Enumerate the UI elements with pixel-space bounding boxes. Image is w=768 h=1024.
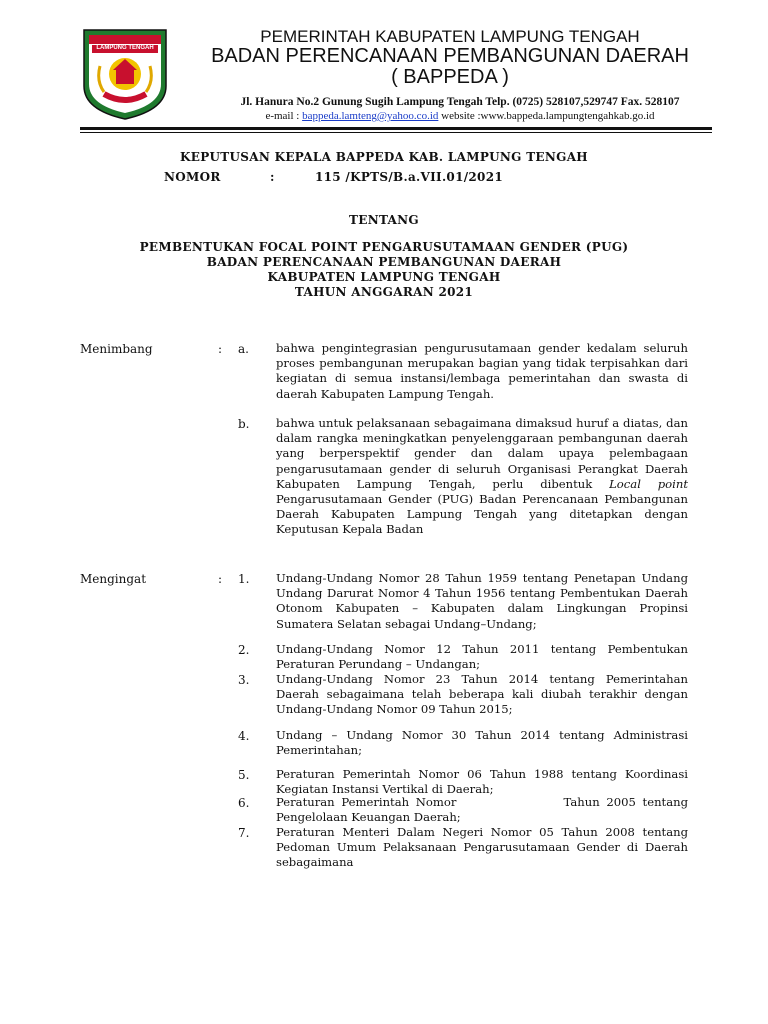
menimbang-separator: : [218,342,223,356]
regency-emblem-logo [80,26,170,122]
letterhead-rule-thin [80,132,712,133]
menimbang-marker-b: b. [238,417,250,431]
mengingat-point-4: Undang – Undang Nomor 30 Tahun 2014 tentang Administrasi Pemerintahan; [276,728,688,758]
mengingat-point-1: Undang-Undang Nomor 28 Tahun 1959 tentang Penetapan Undang Undang Darurat Nomor 4 Tahun 1956 tentang Pembentukan Daerah Otonom Kabupaten – Kabupaten dalam Lingkungan Propinsi Sumatera Selatan sebagai Undang–Undang; [276,571,688,631]
website-text: website :www.bappeda.lampungtengahkab.go.id [438,110,655,122]
mengingat-point-2: Undang-Undang Nomor 12 Tahun 2011 tentang Pembentukan Peraturan Perundang – Undangan; [276,642,688,672]
menimbang-point-b [276,416,688,538]
decree-number-label: NOMOR [164,170,221,184]
mengingat-separator: : [218,572,223,586]
mengingat-point-3: Undang-Undang Nomor 23 Tahun 2014 tentang Pemerintahan Daerah sebagaimana telah beberapa kali diubah terakhir dengan Undang-Undang Nomor 09 Tahun 2015; [276,672,688,717]
menimbang-point-b-text-cont: Pengarusutamaan Gender (PUG) Badan Perencanaan Pembangunan Daerah Kabupaten Lampung Tengah yang ditetapkan dengan Keputusan Kepala Badan [276,492,688,537]
decree-title: KEPUTUSAN KEPALA BAPPEDA KAB. LAMPUNG TENGAH [180,150,588,164]
mengingat-marker-2: 2. [238,643,250,657]
mengingat-label: Mengingat [80,572,147,586]
mengingat-marker-7: 7. [238,826,250,840]
agency-abbreviation: ( BAPPEDA ) [391,66,509,88]
mengingat-marker-6: 6. [238,796,250,810]
menimbang-point-b-text: bahwa untuk pelaksanaan sebagaimana dimaksud huruf a diatas, dan dalam rangka meningkatkan penyelenggaraan pembangunan daerah yang berperspektif gender dan dalam upaya pelembagaan pengarusutamaan gender di seluruh Organisasi Perangkat Daerah Kabupaten Lampung Tengah, perlu dibentuk [276,416,688,491]
menimbang-marker-a: a. [238,342,249,356]
decree-subject-line-2: BADAN PERENCANAAN PEMBANGUNAN DAERAH [206,255,562,269]
agency-contact [175,110,745,122]
mengingat-marker-4: 4. [238,729,250,743]
decree-subject-line-3: KABUPATEN LAMPUNG TENGAH [267,270,501,284]
mengingat-point-7: Peraturan Menteri Dalam Negeri Nomor 05 Tahun 2008 tentang Pedoman Umum Pelaksanaan Pengarusutamaan Gender di Daerah sebagaimana [276,825,688,870]
menimbang-point-a: bahwa pengintegrasian pengurusutamaan gender kedalam seluruh proses pembangunan merupakan bagian yang tidak terpisahkan dari kegiatan di semua instansi/lembaga pemerintahan dan swasta di daerah Kabupaten Lampung Tengah. [276,341,688,401]
decree-number: 115 /KPTS/B.a.VII.01/2021 [315,170,504,184]
email-link[interactable]: bappeda.lamteng@yahoo.co.id [302,110,439,122]
decree-subject-line-1: PEMBENTUKAN FOCAL POINT PENGARUSUTAMAAN GENDER (PUG) [139,240,629,254]
agency-title: BADAN PERENCANAAN PEMBANGUNAN DAERAH [211,45,689,67]
agency-address: Jl. Hanura No.2 Gunung Sugih Lampung Tengah Telp. (0725) 528107,529747 Fax. 528107 [240,96,680,108]
mengingat-marker-1: 1. [238,572,250,586]
mengingat-point-6: Peraturan Pemerintah Nomor Tahun 2005 tentang Pengelolaan Keuangan Daerah; [276,795,692,825]
mengingat-marker-5: 5. [238,768,250,782]
government-title: PEMERINTAH KABUPATEN LAMPUNG TENGAH [260,27,640,46]
email-label: e-mail : [265,110,303,122]
mengingat-point-5: Peraturan Pemerintah Nomor 06 Tahun 1988 tentang Koordinasi Kegiatan Instansi Vertikal di Daerah; [276,767,688,797]
logo-lettering: LAMPUNG TENGAH [96,45,154,51]
mengingat-marker-3: 3. [238,673,250,687]
letterhead-rule-thick [80,127,712,130]
decree-about: TENTANG [349,213,419,227]
menimbang-point-b-italic: Local point [609,476,688,491]
menimbang-label: Menimbang [80,342,153,356]
decree-subject-line-4: TAHUN ANGGARAN 2021 [294,285,474,299]
decree-number-separator: : [270,170,275,184]
